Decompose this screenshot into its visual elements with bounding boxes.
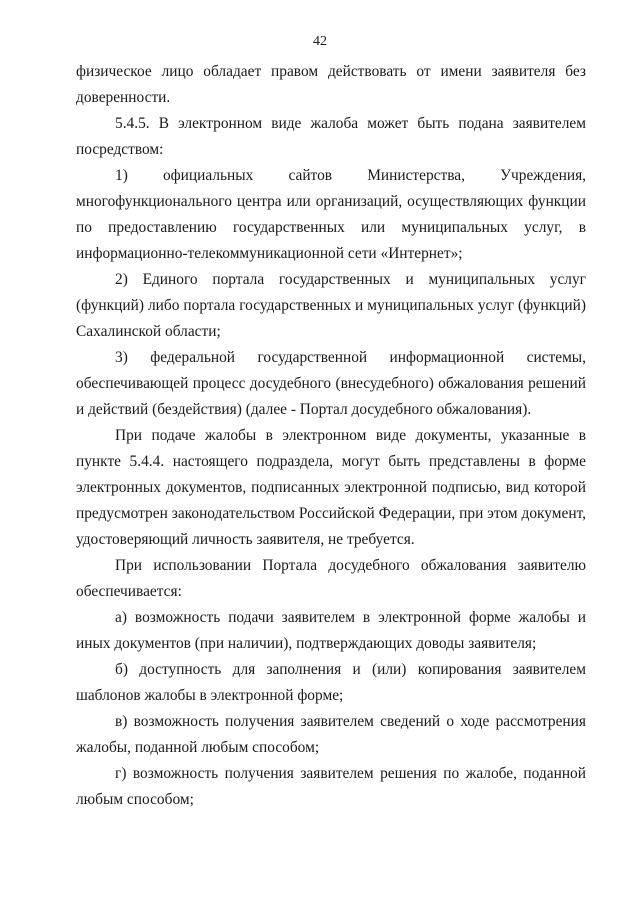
- list-item-b: б) доступность для заполнения и (или) копирования заявителем шаблонов жалобы в электронной форме;: [76, 661, 586, 704]
- paragraph-continuation: физическое лицо обладает правом действовать от имени заявителя без доверенности.: [76, 63, 586, 106]
- list-item-a: а) возможность подачи заявителем в электронной форме жалобы и иных документов (при наличии), подтверждающих доводы заявителя;: [76, 609, 586, 652]
- page-number: 42: [313, 34, 327, 49]
- list-item-g: г) возможность получения заявителем решения по жалобе, поданной любым способом;: [76, 765, 586, 808]
- paragraph-electronic-documents: При подаче жалобы в электронном виде документы, указанные в пункте 5.4.4. настоящего подраздела, могут быть представлены в форме электронных документов, подписанных электронной подписью, вид которой предусмотрен законодательством Российской Федерации, при этом документ, удостоверяющий личность заявителя, не требуется.: [76, 427, 586, 548]
- list-item-1: 1) официальных сайтов Министерства, Учреждения, многофункционального центра или организаций, осуществляющих функции по предоставлению государственных или муниципальных услуг, в информационно-телекоммуникационной сети «Интернет»;: [76, 167, 586, 262]
- list-item-v: в) возможность получения заявителем сведений о ходе рассмотрения жалобы, поданной любым способом;: [76, 713, 586, 756]
- page-body: [76, 59, 586, 813]
- list-item-3: 3) федеральной государственной информационной системы, обеспечивающей процесс досудебного (внесудебного) обжалования решений и действий (бездействия) (далее - Портал досудебного обжалования).: [76, 349, 586, 418]
- list-item-2: 2) Единого портала государственных и муниципальных услуг (функций) либо портала государственных и муниципальных услуг (функций) Сахалинской области;: [76, 271, 586, 340]
- paragraph-portal-provides: При использовании Портала досудебного обжалования заявителю обеспечивается:: [76, 557, 586, 600]
- paragraph-5-4-5: 5.4.5. В электронном виде жалоба может быть подана заявителем посредством:: [76, 115, 586, 158]
